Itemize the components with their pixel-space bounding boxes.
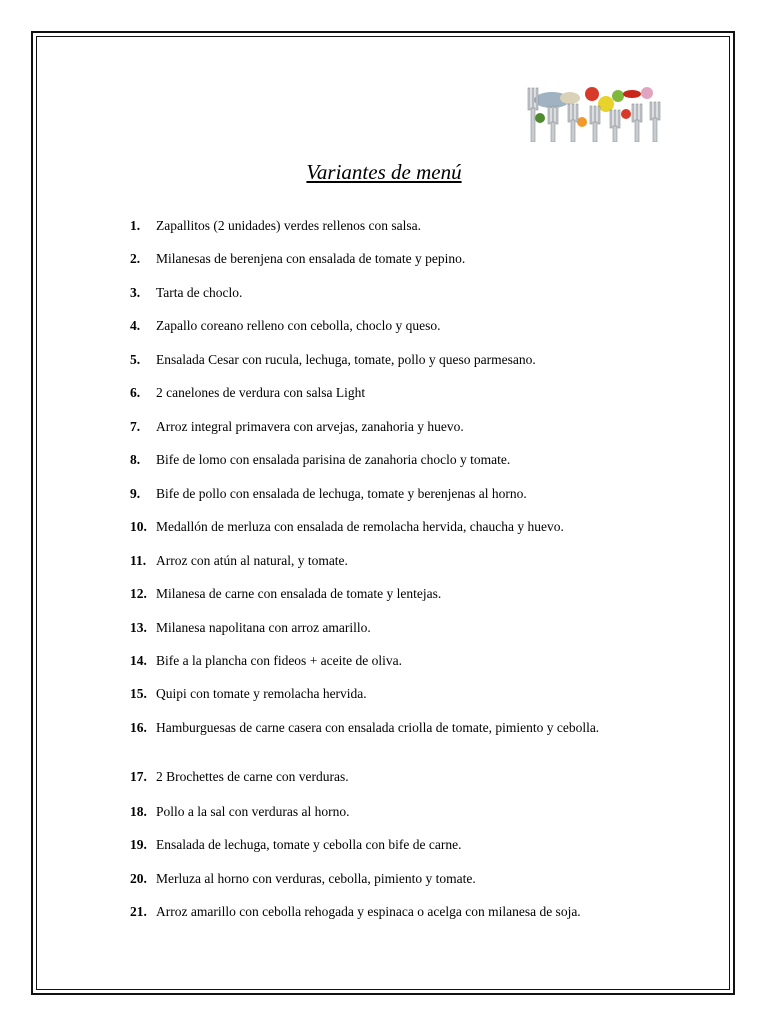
item-text: Quipi con tomate y remolacha hervida. [156, 686, 367, 701]
list-item [130, 769, 650, 785]
item-number: 12. [130, 586, 147, 601]
item-number: 20. [130, 871, 147, 886]
list-item [130, 519, 650, 535]
item-text: Bife a la plancha con fideos + aceite de oliva. [156, 653, 403, 668]
item-number: 3. [130, 285, 141, 300]
list-item [130, 720, 650, 736]
list-item [130, 804, 650, 820]
list-item [130, 586, 650, 602]
item-text: Zapallitos (2 unidades) verdes rellenos con salsa. [156, 218, 422, 233]
list-item [130, 686, 650, 702]
item-number: 7. [130, 419, 141, 434]
item-number: 18. [130, 804, 147, 819]
list-item [130, 285, 650, 301]
item-number: 16. [130, 720, 147, 735]
list-item [130, 318, 650, 334]
item-number: 6. [130, 385, 141, 400]
item-text: Milanesa de carne con ensalada de tomate y lentejas. [156, 586, 442, 601]
list-item [130, 653, 650, 669]
list-item [130, 218, 650, 234]
item-number: 10. [130, 519, 147, 534]
item-number: 19. [130, 837, 147, 852]
list-item [130, 251, 650, 267]
item-text: 2 canelones de verdura con salsa Light [156, 385, 366, 400]
item-text: Arroz integral primavera con arvejas, zanahoria y huevo. [156, 419, 464, 434]
item-text: Bife de pollo con ensalada de lechuga, tomate y berenjenas al horno. [156, 486, 527, 501]
item-text: Merluza al horno con verduras, cebolla, pimiento y tomate. [156, 871, 476, 886]
item-number: 4. [130, 318, 141, 333]
page-title: Variantes de menú [306, 160, 462, 184]
item-number: 5. [130, 352, 141, 367]
item-text: Tarta de choclo. [156, 285, 243, 300]
item-number: 15. [130, 686, 147, 701]
item-number: 14. [130, 653, 147, 668]
item-text: 2 Brochettes de carne con verduras. [156, 769, 349, 784]
item-text: Ensalada Cesar con rucula, lechuga, tomate, pollo y queso parmesano. [156, 352, 536, 367]
item-text: Arroz amarillo con cebolla rehogada y espinaca o acelga con milanesa de soja. [156, 904, 581, 919]
item-number: 9. [130, 486, 141, 501]
list-item [130, 837, 650, 853]
item-text: Bife de lomo con ensalada parisina de zanahoria choclo y tomate. [156, 452, 511, 467]
item-text: Ensalada de lechuga, tomate y cebolla con bife de carne. [156, 837, 462, 852]
list-item [130, 419, 650, 435]
item-text: Pollo a la sal con verduras al horno. [156, 804, 350, 819]
item-number: 17. [130, 769, 147, 784]
list-item [130, 452, 650, 468]
item-number: 1. [130, 218, 141, 233]
item-text: Zapallo coreano relleno con cebolla, choclo y queso. [156, 318, 441, 333]
list-item [130, 871, 650, 887]
list-item [130, 385, 650, 401]
item-text: Milanesa napolitana con arroz amarillo. [156, 620, 371, 635]
list-item [130, 620, 650, 636]
item-text: Hamburguesas de carne casera con ensalada criolla de tomate, pimiento y cebolla. [156, 720, 600, 735]
list-item [130, 553, 650, 569]
list-item [130, 486, 650, 502]
item-number: 11. [130, 553, 147, 568]
item-number: 8. [130, 452, 141, 467]
item-number: 2. [130, 251, 141, 266]
list-item [130, 904, 650, 920]
item-text: Milanesas de berenjena con ensalada de tomate y pepino. [156, 251, 466, 266]
item-text: Medallón de merluza con ensalada de remolacha hervida, chaucha y huevo. [156, 519, 564, 534]
forks-with-food-icon [522, 84, 664, 142]
list-item [130, 352, 650, 368]
item-number: 13. [130, 620, 147, 635]
item-number: 21. [130, 904, 147, 919]
item-text: Arroz con atún al natural, y tomate. [156, 553, 348, 568]
